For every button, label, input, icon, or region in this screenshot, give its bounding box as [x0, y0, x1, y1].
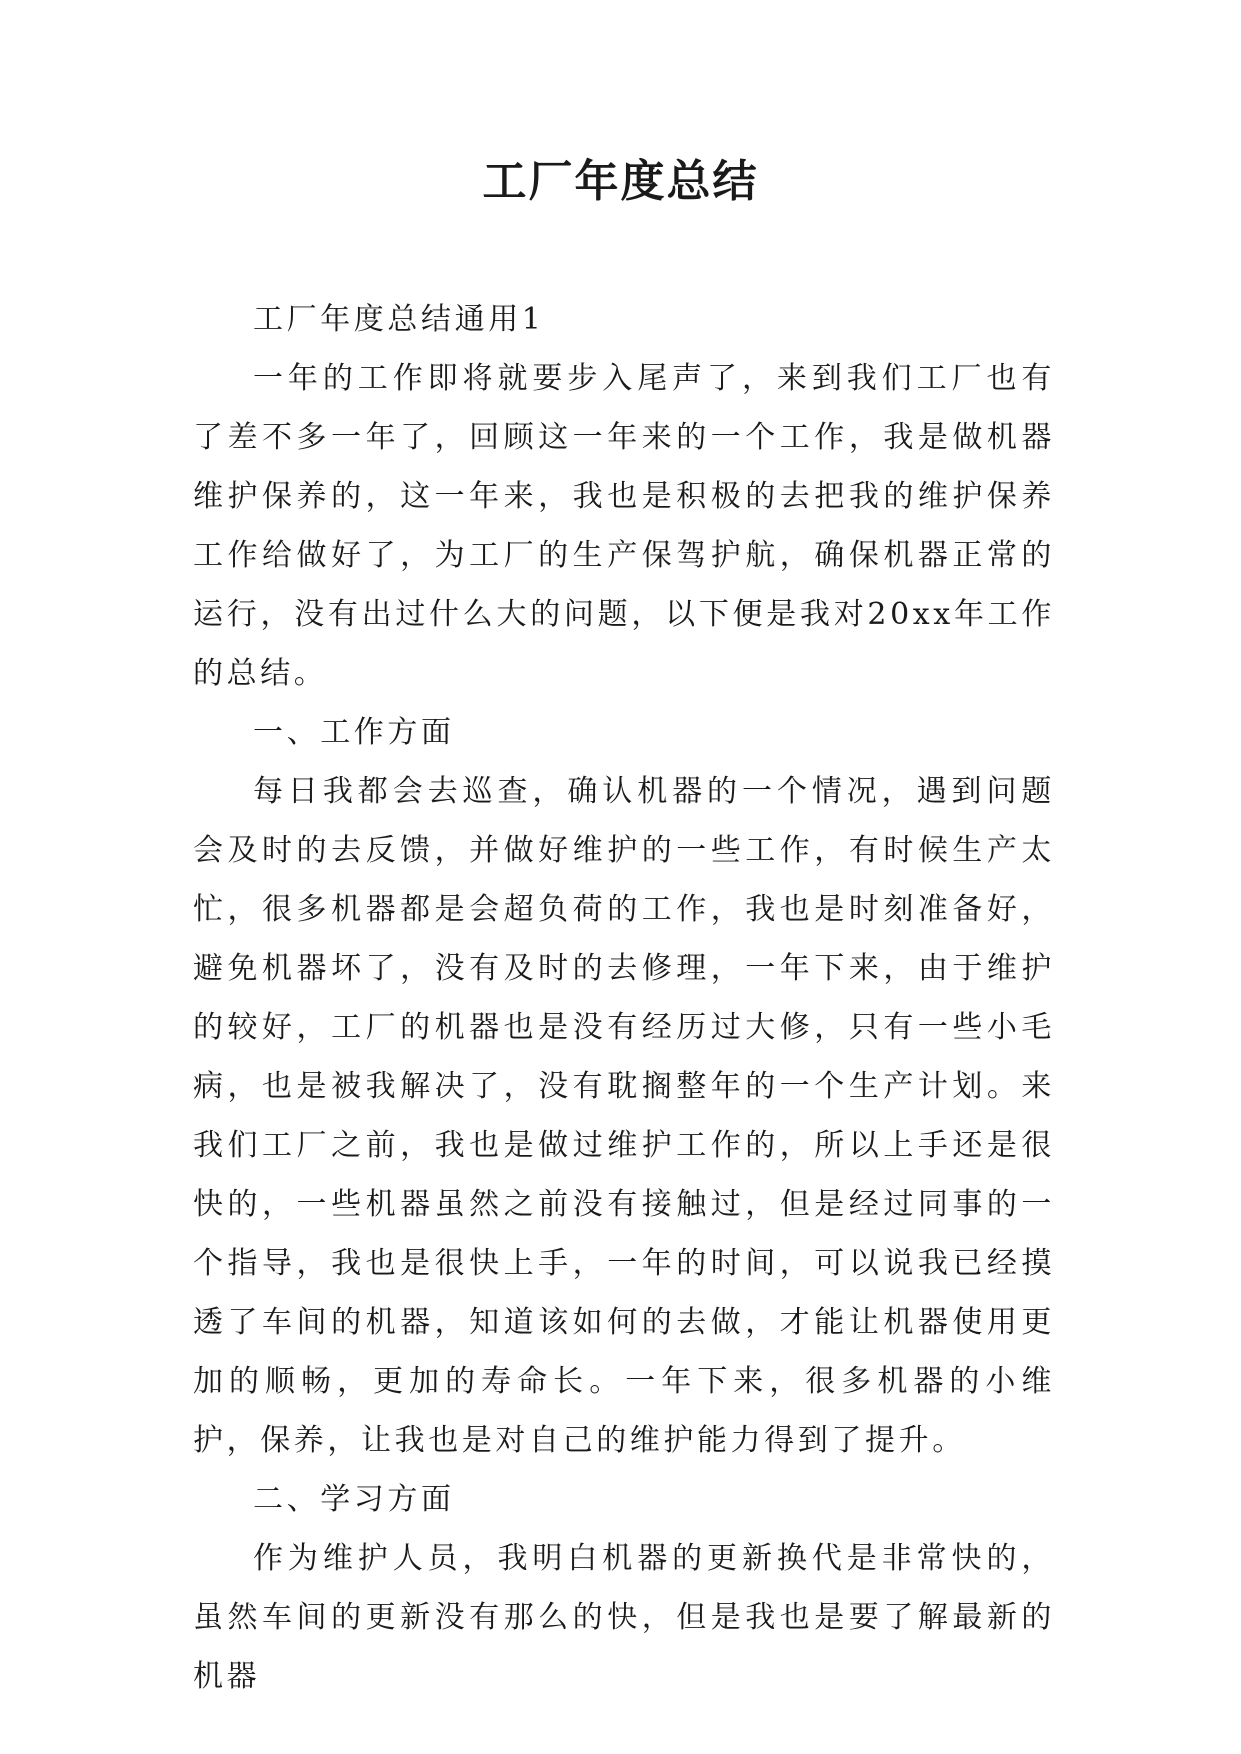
document-body — [193, 290, 1055, 1706]
paragraph-intro: 一年的工作即将就要步入尾声了，来到我们工厂也有了差不多一年了，回顾这一年来的一个工作，我是做机器维护保养的，这一年来，我也是积极的去把我的维护保养工作给做好了，为工厂的生产保驾护航，确保机器正常的运行，没有出过什么大的问题，以下便是我对20xx年工作的总结。 — [193, 361, 1055, 691]
paragraph-study: 作为维护人员，我明白机器的更新换代是非常快的，虽然车间的更新没有那么的快，但是我也是要了解最新的机器 — [193, 1541, 1055, 1694]
section-subtitle: 工厂年度总结通用1 — [253, 302, 545, 337]
document-title: 工厂年度总结 — [482, 156, 759, 207]
heading-work: 一、工作方面 — [253, 715, 455, 750]
heading-study: 二、学习方面 — [253, 1482, 455, 1517]
paragraph-work: 每日我都会去巡查，确认机器的一个情况，遇到问题会及时的去反馈，并做好维护的一些工作，有时候生产太忙，很多机器都是会超负荷的工作，我也是时刻准备好，避免机器坏了，没有及时的去修理，一年下来，由于维护的较好，工厂的机器也是没有经历过大修，只有一些小毛病，也是被我解决了，没有耽搁整年的一个生产计划。来我们工厂之前，我也是做过维护工作的，所以上手还是很快的，一些机器虽然之前没有接触过，但是经过同事的一个指导，我也是很快上手，一年的时间，可以说我已经摸透了车间的机器，知道该如何的去做，才能让机器使用更加的顺畅，更加的寿命长。一年下来，很多机器的小维护，保养，让我也是对自己的维护能力得到了提升。 — [193, 774, 1055, 1458]
